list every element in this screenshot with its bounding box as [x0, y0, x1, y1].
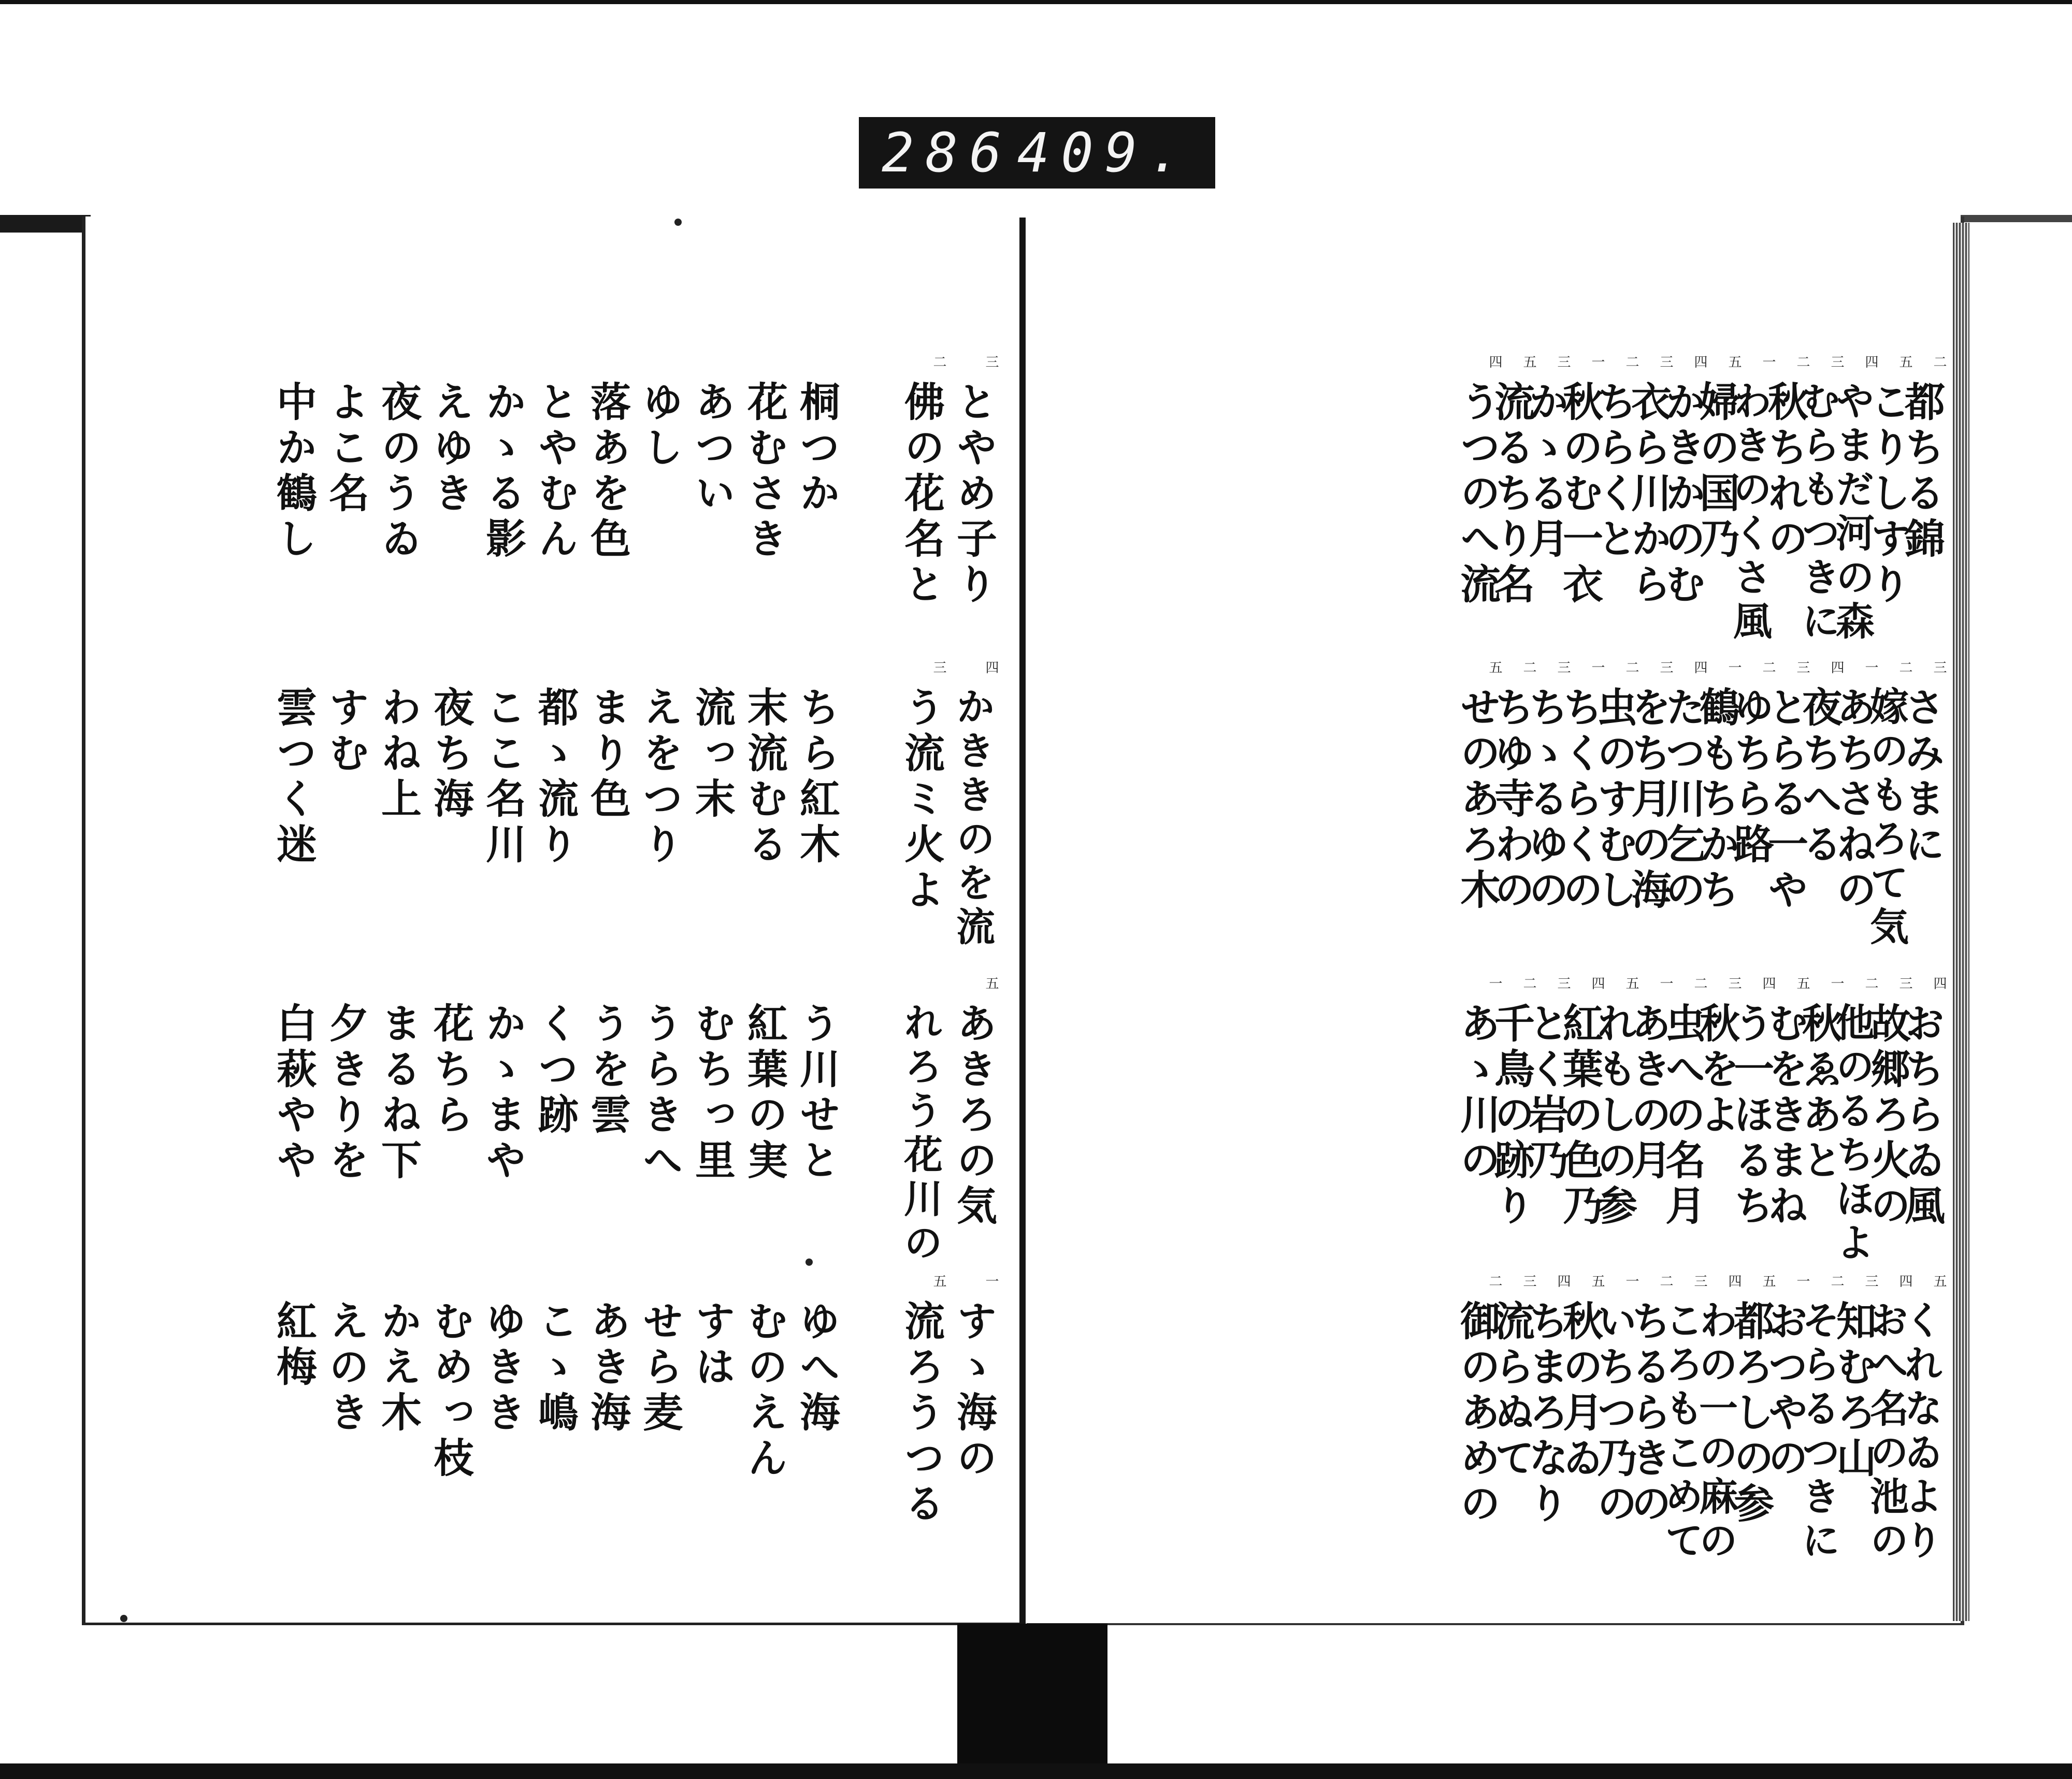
verse-line: 落あを色 — [584, 381, 631, 563]
verse-line: ちらくと — [1590, 381, 1637, 563]
ink-speck — [120, 1615, 127, 1622]
line-number: 二 — [1623, 355, 1639, 368]
verse-line: おちらゐ風 — [1898, 1002, 1945, 1230]
line-number: 一 — [1487, 976, 1502, 990]
verse-line: 白萩やや — [270, 1002, 317, 1184]
verse-line: ちら紅木 — [793, 686, 840, 869]
verse-line: むらもつきに — [1795, 381, 1841, 645]
verse-line: をち月の海 — [1624, 686, 1672, 914]
scan-right-strip — [1961, 215, 2072, 222]
line-number: 二 — [1487, 1274, 1502, 1288]
verse-line: う流ミ火よ — [898, 686, 945, 914]
line-number: 一 — [1829, 976, 1844, 990]
verse-line: すゝ海の — [950, 1300, 997, 1482]
line-number: 四 — [1555, 1274, 1571, 1288]
line-number: 二 — [1863, 976, 1878, 990]
verse-line: いちつ乃の — [1590, 1300, 1637, 1528]
line-number: 三 — [1794, 660, 1810, 674]
book-gutter — [1019, 218, 1026, 1626]
line-number: 五 — [983, 976, 999, 990]
verse-line: むをきまね — [1761, 1002, 1808, 1230]
verse-line: ちまろなり — [1522, 1300, 1569, 1528]
verse-line: かききのを流 — [950, 686, 996, 950]
line-number: 一 — [1658, 976, 1673, 990]
verse-line: 花ちら — [427, 1002, 474, 1139]
line-number: 五 — [1726, 355, 1742, 368]
verse-line: かゝまや — [479, 1002, 526, 1184]
verse-line: あきろの気 — [950, 1002, 997, 1230]
verse-line: 紅葉の実 — [741, 1002, 788, 1184]
verse-line: 都ちる錦 — [1898, 381, 1945, 563]
line-number: 二 — [1623, 660, 1639, 674]
line-number: 五 — [1931, 1274, 1947, 1288]
line-number: 一 — [1623, 1274, 1639, 1288]
verse-line: ゆし — [636, 381, 683, 472]
ink-speck — [674, 219, 682, 226]
line-number: 二 — [1521, 660, 1536, 674]
verse-line: 夕きりを — [322, 1002, 369, 1184]
verse-line: あきの月 — [1624, 1002, 1672, 1184]
line-number: 二 — [1897, 660, 1912, 674]
frame-number-right: 409. — [1017, 121, 1192, 184]
line-number: 一 — [1794, 1274, 1810, 1288]
line-number: 五 — [1623, 976, 1639, 990]
line-number: 一 — [1726, 660, 1742, 674]
verse-line: 紅葉の色乃 — [1556, 1002, 1603, 1230]
verse-line: まるね下 — [375, 1002, 422, 1184]
line-number: 三 — [1521, 1274, 1536, 1288]
verse-line: 嫁のもろて気 — [1864, 686, 1909, 950]
verse-line: ゆへ海 — [793, 1300, 840, 1437]
line-number: 二 — [1692, 976, 1707, 990]
verse-line: 秋ゑあと — [1795, 1002, 1843, 1184]
verse-line: 流っ末 — [688, 686, 736, 823]
line-number: 五 — [931, 1274, 946, 1288]
line-number: 五 — [1897, 355, 1912, 368]
line-number: 二 — [1760, 660, 1776, 674]
verse-line: 秋ちれの — [1761, 381, 1808, 563]
verse-line: 流らぬて — [1488, 1300, 1535, 1482]
verse-line: すむ — [322, 686, 369, 777]
verse-line: わきのくさ風 — [1727, 381, 1773, 645]
verse-line: 夜ちへる — [1795, 686, 1843, 869]
ink-speck — [805, 1259, 813, 1266]
scan-left-strip — [0, 215, 91, 233]
verse-line: えゆき — [427, 381, 474, 517]
verse-line: とやめ子り — [950, 381, 997, 609]
line-number: 二 — [1829, 1274, 1844, 1288]
line-number: 三 — [1555, 660, 1571, 674]
line-number: 四 — [1692, 660, 1707, 674]
verse-line: かゝる影 — [479, 381, 526, 563]
line-number: 四 — [1829, 660, 1844, 674]
line-number: 四 — [1589, 976, 1605, 990]
line-number: 四 — [1863, 355, 1878, 368]
line-number: 五 — [1487, 660, 1502, 674]
verse-line: ちゝるゆの — [1522, 686, 1569, 914]
verse-line: とらる一や — [1761, 686, 1808, 914]
line-number: 四 — [1897, 1274, 1912, 1288]
verse-line: 夜ち海 — [427, 686, 474, 823]
verse-line: 他のるちほよ — [1830, 1002, 1875, 1266]
verse-line: えのき — [322, 1300, 369, 1437]
verse-line: ちるらきの — [1624, 1300, 1672, 1528]
verse-line: ゆきき — [479, 1300, 526, 1437]
verse-line: 虫のすむし — [1590, 686, 1637, 914]
verse-line: れもしの参 — [1590, 1002, 1637, 1230]
verse-line: むのえん — [741, 1300, 788, 1482]
line-number: 五 — [1521, 355, 1536, 368]
verse-line: やまだ河の森 — [1830, 381, 1875, 645]
verse-line: 知むろ山 — [1830, 1300, 1877, 1482]
verse-line: とく岩乃 — [1522, 1002, 1569, 1184]
verse-line: う一ほるち — [1727, 1002, 1774, 1230]
verse-line: 御のあめの — [1454, 1300, 1501, 1528]
verse-line: おへ名の池の — [1864, 1300, 1909, 1564]
line-number: 五 — [1794, 976, 1810, 990]
frame-number-left: 286 — [882, 121, 1013, 184]
verse-line: うつのへ流 — [1454, 381, 1501, 609]
verse-line: ゆちら路 — [1727, 686, 1774, 869]
verse-line: あつい — [688, 381, 736, 517]
verse-line: 秋の月ゐ — [1556, 1300, 1603, 1482]
line-number: 四 — [1487, 355, 1502, 368]
line-number: 一 — [1863, 660, 1878, 674]
verse-line: ころもこめて — [1659, 1300, 1704, 1564]
line-number: 四 — [1692, 355, 1707, 368]
verse-line: たつ川乞の — [1659, 686, 1706, 914]
verse-line: れろう花川の — [898, 1002, 943, 1266]
line-number: 三 — [1829, 355, 1844, 368]
verse-line: 末流むる — [741, 686, 788, 869]
line-number: 一 — [1589, 660, 1605, 674]
verse-line: わね上 — [375, 686, 422, 823]
verse-line: 都ろしの参 — [1727, 1300, 1774, 1528]
line-number: 三 — [1726, 976, 1742, 990]
line-number: 二 — [931, 355, 946, 368]
verse-line: 紅梅 — [270, 1300, 317, 1391]
line-number: 一 — [1760, 355, 1776, 368]
scan-bottom-edge — [0, 1763, 2072, 1779]
verse-line: さみまに — [1898, 686, 1945, 869]
line-number: 三 — [1897, 976, 1912, 990]
verse-line: よこ名 — [322, 381, 369, 517]
verse-line: ちくらくの — [1556, 686, 1603, 914]
verse-line: ちゆ寺わの — [1488, 686, 1535, 914]
verse-line: 婦の国乃 — [1693, 381, 1740, 563]
line-number: 四 — [1931, 976, 1947, 990]
verse-line: かえ木 — [375, 1300, 422, 1437]
line-number: 三 — [983, 355, 999, 368]
verse-line: むちっ里 — [688, 1002, 736, 1184]
verse-line: ここ名川 — [479, 686, 526, 869]
verse-line: 桐つか — [793, 381, 840, 517]
verse-line: かきかのむ — [1659, 381, 1706, 609]
verse-line: せら麦 — [636, 1300, 683, 1437]
spine-shadow — [957, 1624, 1107, 1779]
verse-line: 鶴もちかち — [1693, 686, 1740, 914]
verse-line: 秋をよ — [1693, 1002, 1740, 1139]
verse-line: 流るちり名 — [1488, 381, 1535, 609]
line-number: 三 — [1863, 1274, 1878, 1288]
line-number: 五 — [1589, 1274, 1605, 1288]
line-number: 四 — [983, 660, 999, 674]
line-number: 二 — [1794, 355, 1810, 368]
line-number: 三 — [931, 660, 946, 674]
line-number: 三 — [1658, 660, 1673, 674]
line-number: 一 — [983, 1274, 999, 1288]
verse-line: まり色 — [584, 686, 631, 823]
verse-line: わの一の麻の — [1693, 1300, 1738, 1564]
verse-line: すは — [688, 1300, 736, 1391]
verse-line: かゝる月 — [1522, 381, 1569, 563]
line-number: 四 — [1760, 976, 1776, 990]
verse-line: 虫への名月 — [1659, 1002, 1706, 1230]
verse-line: 衣ら川から — [1624, 381, 1672, 609]
line-number: 三 — [1931, 660, 1947, 674]
verse-line: くれなゐより — [1898, 1300, 1944, 1564]
verse-line: えをつり — [636, 686, 683, 869]
line-number: 二 — [1931, 355, 1947, 368]
verse-line: 故郷ろ火の — [1864, 1002, 1911, 1230]
verse-line: う川せと — [793, 1002, 840, 1184]
page-fore-edge — [1953, 223, 1969, 1621]
verse-line: 流ろうつる — [898, 1300, 945, 1528]
verse-line: むめっ枝 — [427, 1300, 474, 1482]
line-number: 三 — [1692, 1274, 1707, 1288]
verse-line: せのあろ木 — [1454, 686, 1501, 914]
verse-line: あき海 — [584, 1300, 631, 1437]
verse-line: 中か鶴し — [270, 381, 317, 563]
verse-line: 秋のむ一衣 — [1556, 381, 1603, 609]
line-number: 二 — [1521, 976, 1536, 990]
verse-line: 雲つく迷 — [270, 686, 317, 869]
verse-line: とやむん — [531, 381, 579, 563]
line-number: 三 — [1555, 355, 1571, 368]
line-number: 二 — [1658, 1274, 1673, 1288]
verse-line: そらるつきに — [1795, 1300, 1841, 1564]
verse-line: 都ゝ流り — [531, 686, 579, 869]
verse-line: こゝ嶋 — [531, 1300, 579, 1437]
verse-line: あゝ川の — [1454, 1002, 1501, 1184]
scan-top-edge — [0, 0, 2072, 4]
line-number: 五 — [1760, 1274, 1776, 1288]
verse-line: うを雲 — [584, 1002, 631, 1139]
line-number: 三 — [1555, 976, 1571, 990]
verse-line: あちさねの — [1830, 686, 1877, 914]
line-number: 三 — [1658, 355, 1673, 368]
verse-line: おつやの — [1761, 1300, 1808, 1482]
line-number: 一 — [1589, 355, 1605, 368]
frame-number-label — [859, 117, 1215, 189]
line-number: 四 — [1726, 1274, 1742, 1288]
verse-line: 佛の花名と — [898, 381, 945, 609]
verse-line: 夜のうゐ — [375, 381, 422, 563]
verse-line: くつ跡 — [531, 1002, 579, 1139]
verse-line: 千鳥の跡り — [1488, 1002, 1535, 1230]
verse-line: うらきへ — [636, 1002, 683, 1184]
verse-line: こりしすり — [1864, 381, 1911, 609]
verse-line: 花むさき — [741, 381, 788, 563]
